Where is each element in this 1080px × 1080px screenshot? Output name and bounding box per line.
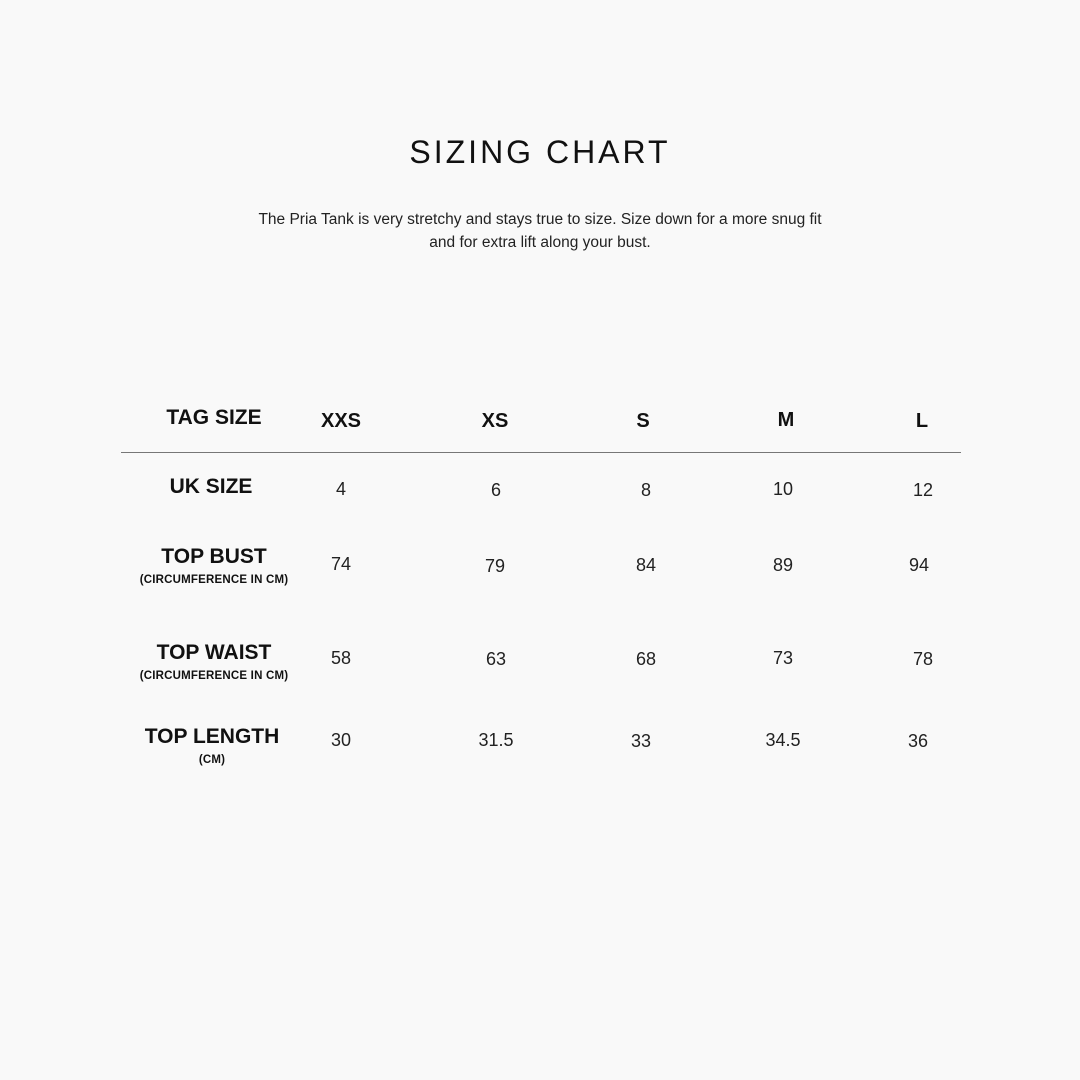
row-label-text: TOP LENGTH	[144, 725, 280, 748]
row-sublabel: (CM)	[198, 754, 226, 766]
row-label-top-length	[112, 725, 312, 767]
table-cell: 84	[635, 555, 657, 575]
intro-line-1: The Pria Tank is very stretchy and stays true to size. Size down for a more snug fit	[258, 211, 822, 228]
table-cell: 6	[490, 480, 501, 500]
table-cell: 36	[907, 731, 929, 751]
table-cell: 58	[330, 648, 352, 668]
row-label-text: UK SIZE	[169, 475, 253, 498]
table-cell: 34.5	[765, 730, 801, 750]
table-cell: 74	[330, 554, 352, 574]
row-sublabel: (CIRCUMFERENCE IN CM)	[139, 670, 289, 682]
table-cell: 63	[485, 649, 507, 669]
row-label-text: TOP BUST	[161, 545, 267, 568]
table-cell: 79	[484, 556, 506, 576]
header-divider	[121, 452, 961, 453]
size-header-l: L	[915, 410, 929, 432]
table-cell: 30	[330, 730, 352, 750]
row-label-text: TOP WAIST	[156, 641, 272, 664]
table-cell: 89	[772, 555, 794, 575]
table-cell: 12	[912, 480, 934, 500]
table-cell: 33	[630, 731, 652, 751]
table-cell: 31.5	[478, 730, 514, 750]
row-label-uk-size	[111, 475, 311, 499]
table-cell: 4	[335, 479, 346, 499]
table-cell: 68	[635, 649, 657, 669]
row-label-top-bust	[114, 545, 314, 587]
table-cell: 10	[772, 479, 794, 499]
table-cell: 78	[912, 649, 934, 669]
row-sublabel: (CIRCUMFERENCE IN CM)	[139, 574, 289, 586]
table-cell: 94	[908, 555, 930, 575]
table-cell: 73	[772, 648, 794, 668]
intro-line-2: and for extra lift along your bust.	[429, 234, 651, 251]
size-header-xs: XS	[481, 410, 509, 432]
row-label-top-waist	[114, 641, 314, 683]
size-header-xxs: XXS	[320, 410, 362, 432]
header-label: TAG SIZE	[166, 406, 262, 429]
intro-text	[240, 208, 840, 254]
table-cell: 8	[640, 480, 651, 500]
size-header-s: S	[636, 410, 650, 432]
page-title: SIZING CHART	[409, 134, 671, 170]
size-header-m: M	[777, 409, 795, 431]
